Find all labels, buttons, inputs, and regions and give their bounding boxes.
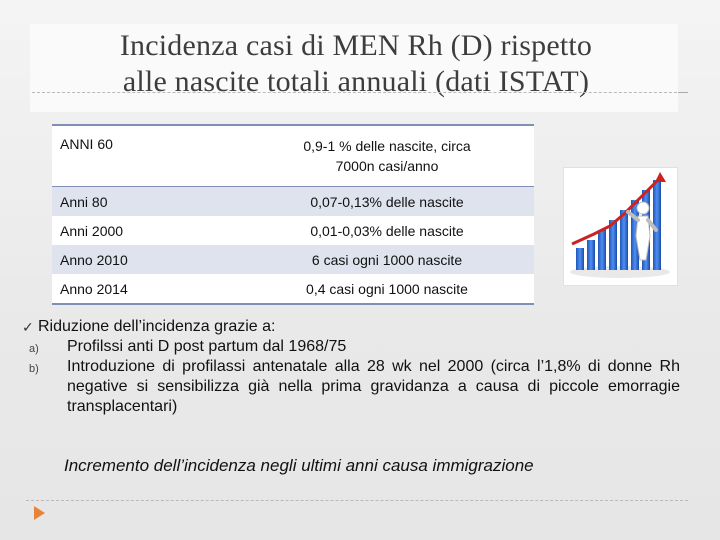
- checkmark-icon: ✓: [22, 319, 34, 335]
- main-bullet-text: Riduzione dell’incidenza grazie a:: [38, 318, 276, 335]
- table-cell-value: 6 casi ogni 1000 nascite: [240, 245, 534, 274]
- table-cell-period: Anni 80: [52, 187, 240, 217]
- footer-note: Incremento dell’incidenza negli ultimi anni causa immigrazione: [64, 456, 534, 475]
- table-cell-period: Anno 2014: [52, 274, 240, 304]
- table-row: [52, 245, 534, 274]
- table-cell-period: Anno 2010: [52, 245, 240, 274]
- title-line-2: alle nascite totali annuali (dati ISTAT): [122, 65, 590, 98]
- list-item: [22, 357, 680, 417]
- incidence-table: [52, 124, 534, 305]
- table-cell-value-line2: 7000n casi/anno: [335, 158, 439, 174]
- table-row: [52, 125, 534, 187]
- list-marker: b): [29, 363, 39, 375]
- table-row: [52, 274, 534, 304]
- growth-chart-figure-icon: [563, 167, 678, 286]
- list-marker: a): [29, 343, 39, 355]
- title-divider-tail: [678, 92, 688, 93]
- footer-divider: [26, 500, 688, 501]
- table-cell-value: [240, 125, 534, 187]
- reduction-bullets: [22, 317, 680, 417]
- title-divider: [32, 92, 687, 93]
- list-item: [22, 337, 680, 357]
- table-cell-value-line1: 0,9-1 % delle nascite, circa: [303, 138, 471, 154]
- table-cell-period: ANNI 60: [52, 125, 240, 187]
- main-bullet: [22, 317, 680, 337]
- table-cell-value: 0,4 casi ogni 1000 nascite: [240, 274, 534, 304]
- table-cell-value: 0,07-0,13% delle nascite: [240, 187, 534, 217]
- table-row: [52, 187, 534, 217]
- table-row: [52, 216, 534, 245]
- play-arrow-icon[interactable]: [34, 506, 45, 520]
- slide-title: [36, 28, 676, 100]
- table-cell-value: 0,01-0,03% delle nascite: [240, 216, 534, 245]
- title-line-1: Incidenza casi di MEN Rh (D) rispetto: [119, 29, 593, 62]
- list-item-text: Introduzione di profilassi antenatale alla 28 wk nel 2000 (circa l’1,8% di donne Rh negative si sensibilizza già nella prima gravidanza a causa di piccole emorragie transplacentari): [67, 358, 680, 415]
- list-item-text: Profilssi anti D post partum dal 1968/75: [67, 338, 347, 355]
- table-cell-period: Anni 2000: [52, 216, 240, 245]
